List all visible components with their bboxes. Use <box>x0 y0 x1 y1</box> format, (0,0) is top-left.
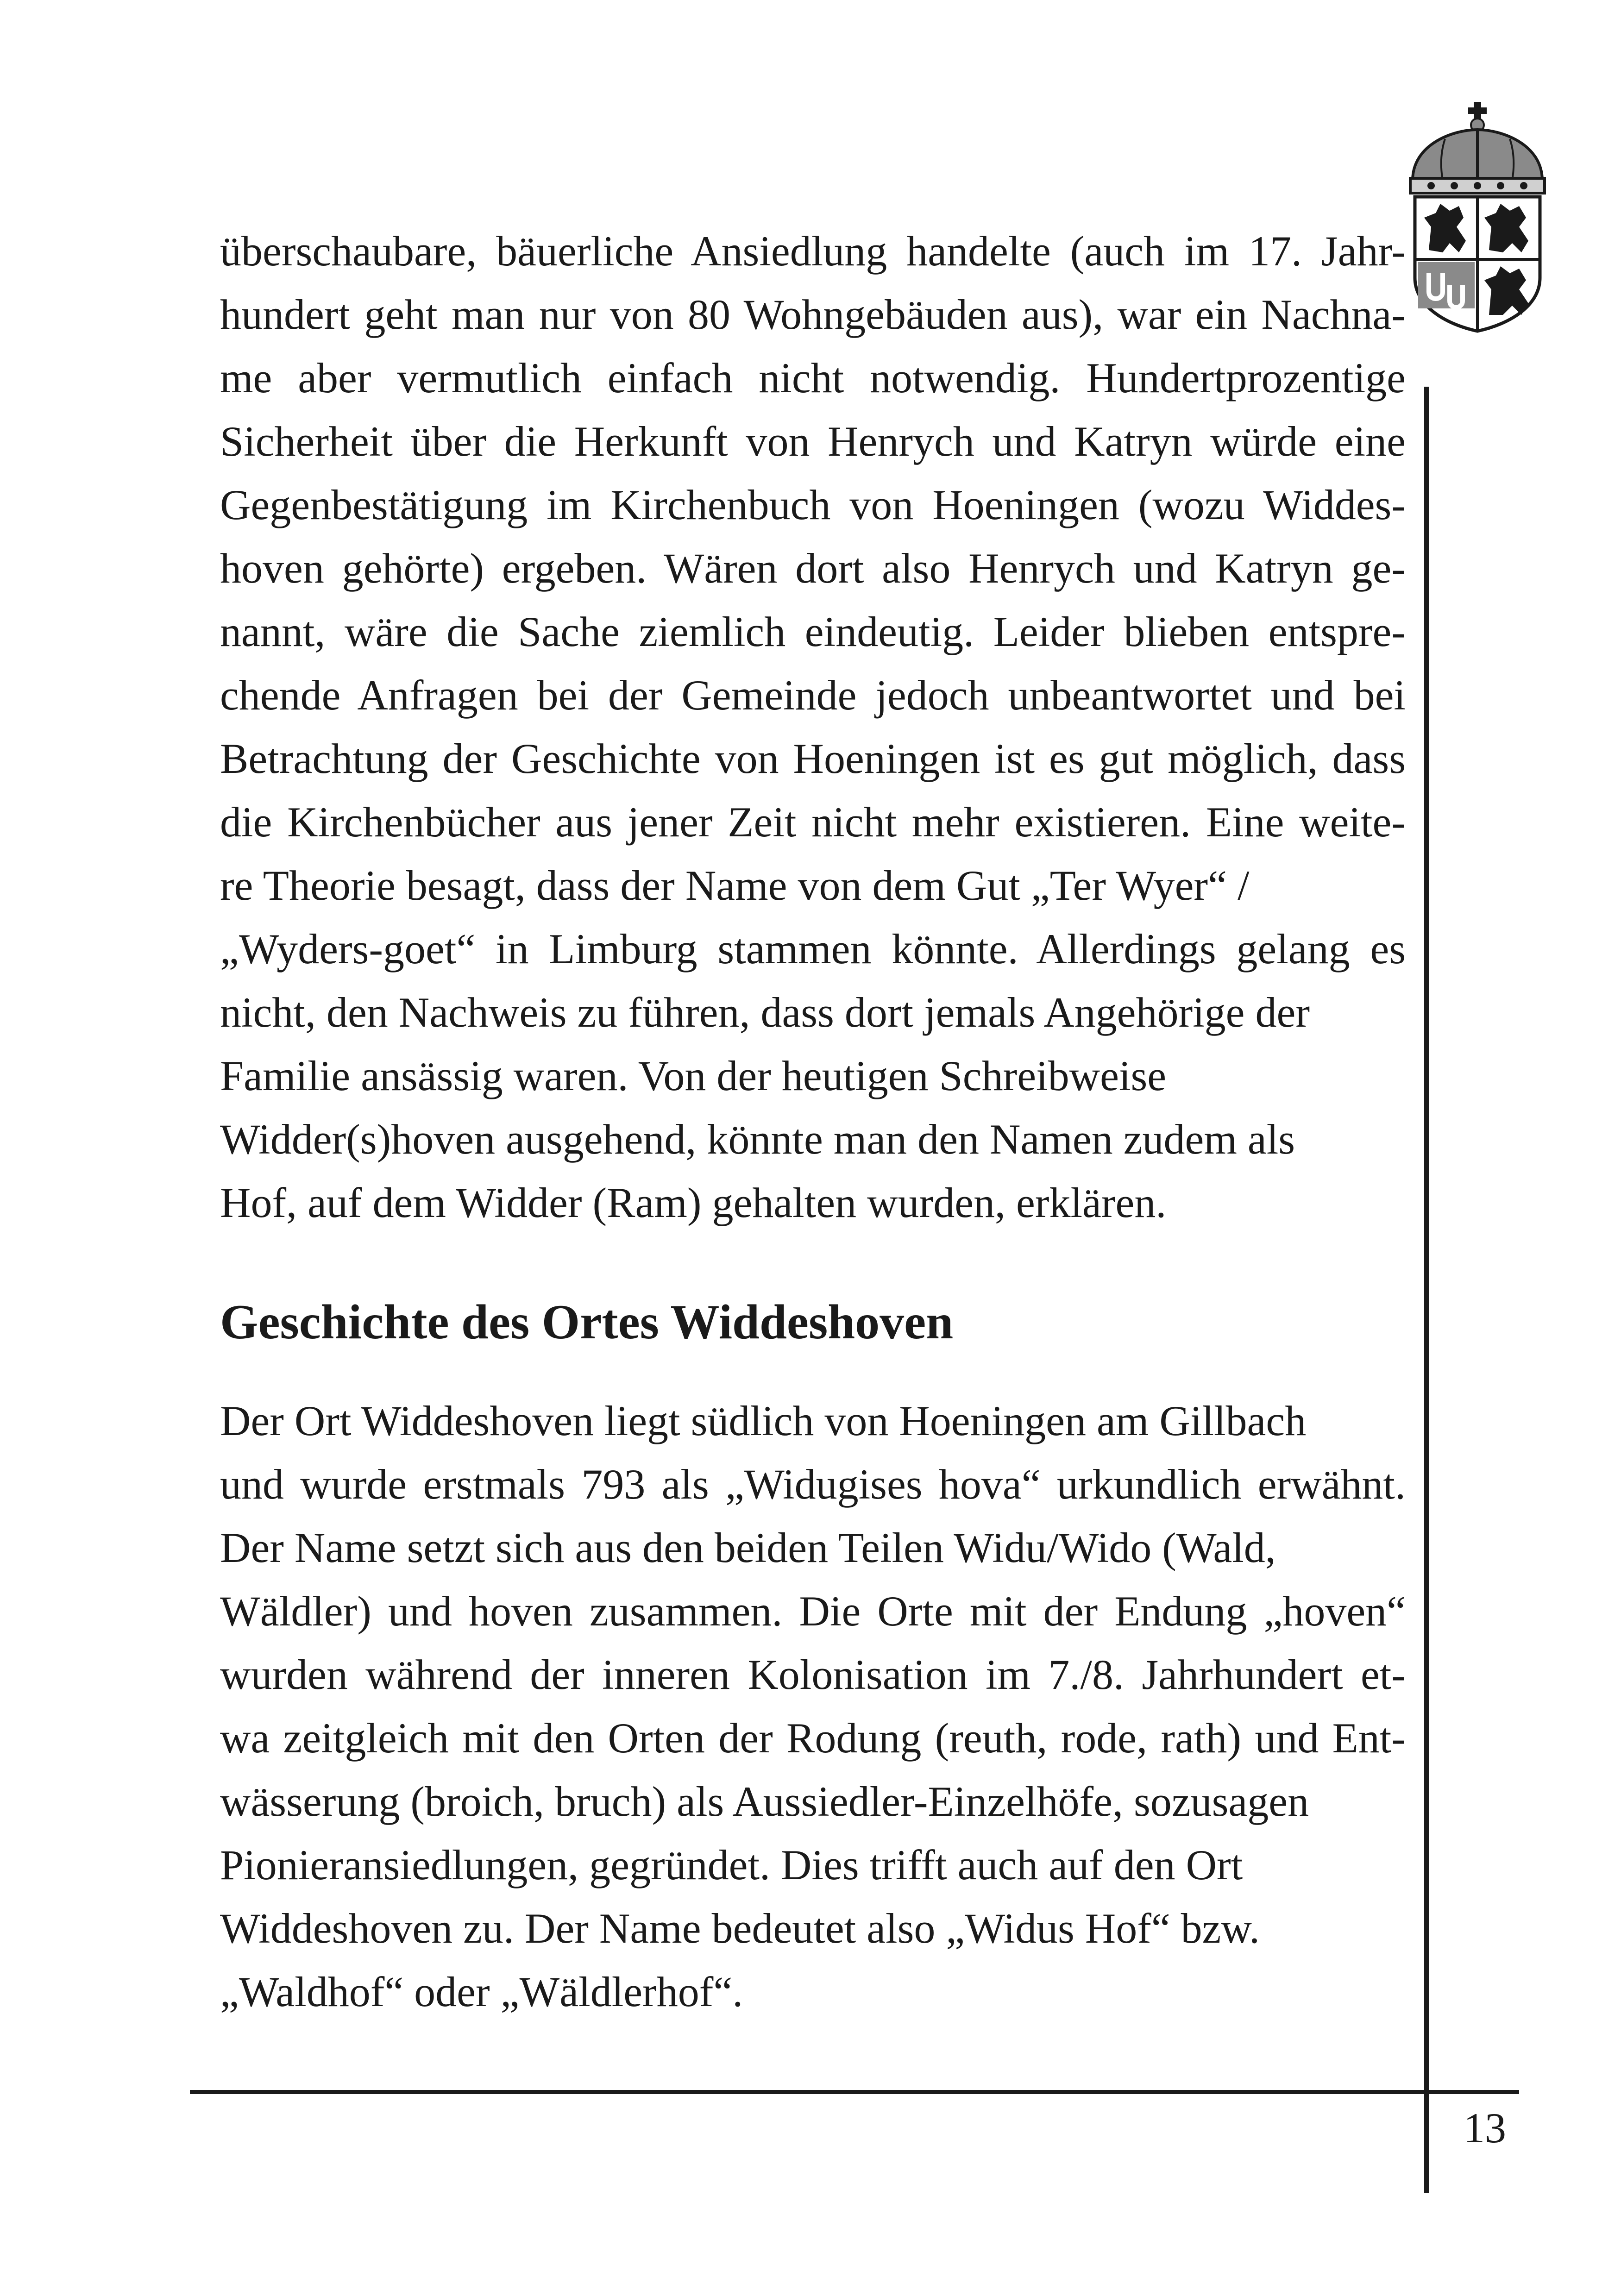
text-line: „Waldhof“ oder „Wäldlerhof“. <box>220 1968 743 2015</box>
text-line: die Kirchenbücher aus jener Zeit nicht mehr existieren. Eine weite- <box>220 798 1406 846</box>
text-line: Sicherheit über die Herkunft von Henrych und Katryn würde eine <box>220 418 1406 465</box>
text-line: „Wyders-goet“ in Limburg stammen könnte. Allerdings gelang es <box>220 925 1406 972</box>
text-line: Gegenbestätigung im Kirchenbuch von Hoeningen (wozu Widdes- <box>220 481 1406 528</box>
text-line: Familie ansässig waren. Von der heutigen Schreibweise <box>220 1052 1167 1099</box>
page-number: 13 <box>1464 2104 1506 2152</box>
text-line: me aber vermutlich einfach nicht notwendig. Hundertprozentige <box>220 354 1406 401</box>
footer-horizontal-rule <box>190 2090 1519 2094</box>
coat-of-arms-icon <box>1403 102 1552 333</box>
text-line: wurden während der inneren Kolonisation im 7./8. Jahrhundert et- <box>220 1651 1406 1698</box>
text-line: Pionieransiedlungen, gegründet. Dies trifft auch auf den Ort <box>220 1841 1243 1888</box>
text-line: re Theorie besagt, dass der Name von dem Gut „Ter Wyer“ / <box>220 862 1250 909</box>
section-heading: Geschichte des Ortes Widdeshoven <box>220 1295 954 1349</box>
text-line: nicht, den Nachweis zu führen, dass dort jemals Angehörige der <box>220 989 1310 1036</box>
text-line: nannt, wäre die Sache ziemlich eindeutig. Leider blieben entspre- <box>220 608 1406 655</box>
paragraph-widdeshoven <box>220 1389 1406 2024</box>
text-line: Wäldler) und hoven zusammen. Die Orte mit der Endung „hoven“ <box>220 1587 1406 1635</box>
text-line: überschaubare, bäuerliche Ansiedlung handelte (auch im 17. Jahr- <box>220 227 1406 275</box>
margin-vertical-rule <box>1424 387 1429 2193</box>
text-line: Widder(s)hoven ausgehend, könnte man den Namen zudem als <box>220 1116 1295 1163</box>
text-line: hoven gehörte) ergeben. Wären dort also Henrych und Katryn ge- <box>220 545 1406 592</box>
text-line: wa zeitgleich mit den Orten der Rodung (reuth, rode, rath) und Ent- <box>220 1714 1406 1762</box>
text-line: wässerung (broich, bruch) als Aussiedler-Einzelhöfe, sozusagen <box>220 1778 1309 1825</box>
text-line: chende Anfragen bei der Gemeinde jedoch unbeantwortet und bei <box>220 671 1406 719</box>
text-line: und wurde erstmals 793 als „Widugises hova“ urkundlich erwähnt. <box>220 1461 1406 1508</box>
text-line: Der Ort Widdeshoven liegt südlich von Hoeningen am Gillbach <box>220 1397 1307 1444</box>
paragraph-herkunft <box>220 220 1406 1235</box>
text-line: Der Name setzt sich aus den beiden Teilen Widu/Wido (Wald, <box>220 1524 1276 1571</box>
text-line: Widdeshoven zu. Der Name bedeutet also „Widus Hof“ bzw. <box>220 1905 1260 1952</box>
text-line: Betrachtung der Geschichte von Hoeningen ist es gut möglich, dass <box>220 735 1406 782</box>
text-line: Hof, auf dem Widder (Ram) gehalten wurden, erklären. <box>220 1179 1167 1226</box>
text-line: hundert geht man nur von 80 Wohngebäuden aus), war ein Nachna- <box>220 291 1406 338</box>
